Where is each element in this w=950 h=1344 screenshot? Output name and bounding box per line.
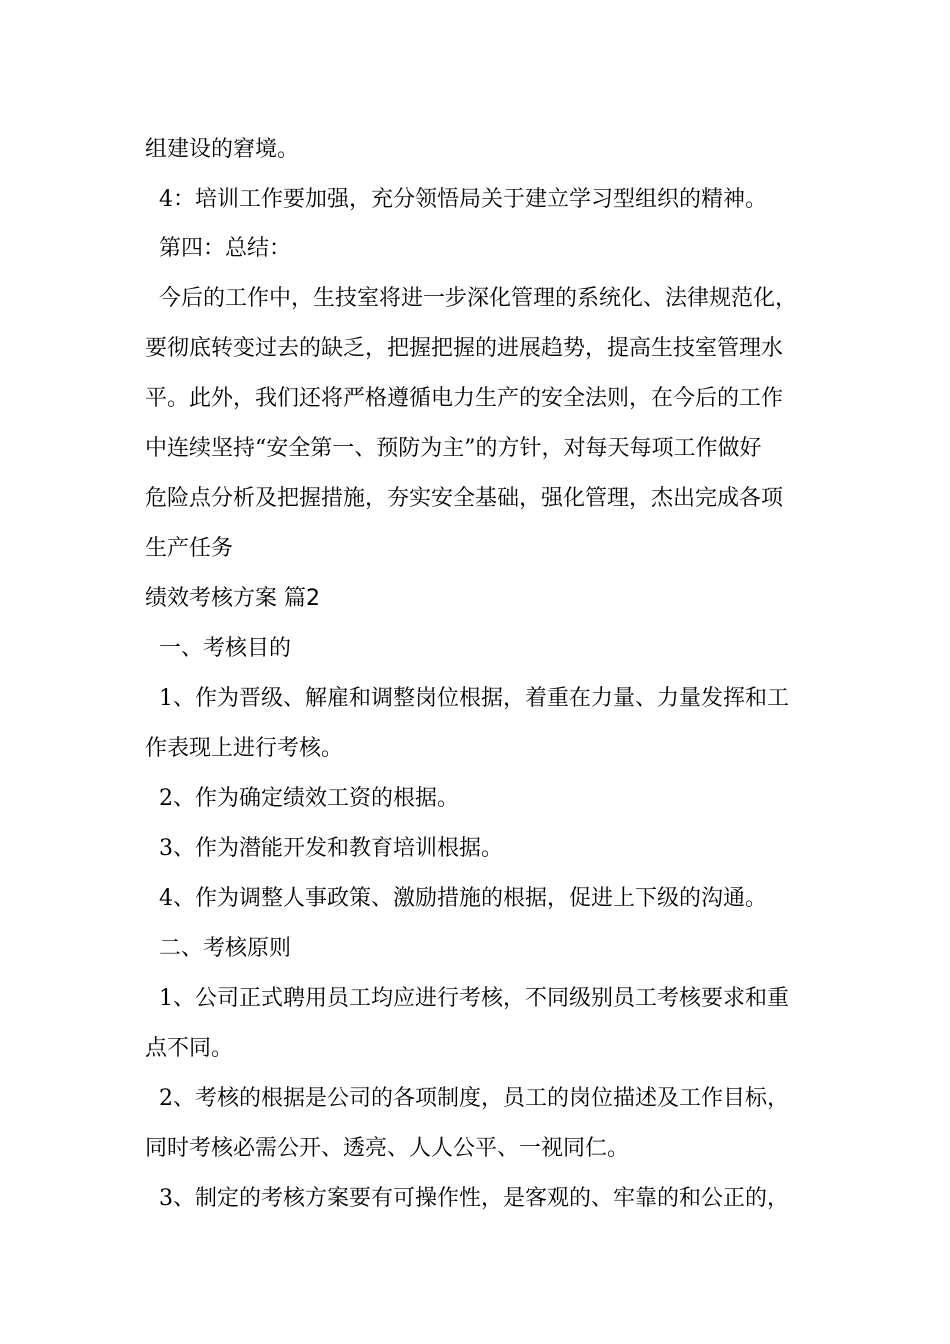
text-line: 第四：总结：	[145, 236, 291, 261]
text-line: 点不同。	[145, 1036, 234, 1061]
text-line: 组建设的窘境。	[145, 137, 300, 162]
text-line: 2、考核的根据是公司的各项制度，员工的岗位描述及工作目标，	[145, 1086, 789, 1111]
text-line: 3、制定的考核方案要有可操作性，是客观的、牢靠的和公正的，	[145, 1186, 789, 1211]
text-line: 4：培训工作要加强，充分领悟局关于建立学习型组织的精神。	[145, 187, 767, 212]
text-line: 2、作为确定绩效工资的根据。	[145, 786, 459, 811]
text-line: 3、作为潜能开发和教育培训根据。	[145, 836, 503, 861]
text-line: 今后的工作中，生技室将进一步深化管理的系统化、法律规范化，	[145, 286, 797, 311]
text-line: 生产任务	[145, 536, 234, 561]
text-line: 要彻底转变过去的缺乏，把握把握的进展趋势，提高生技室管理水	[145, 336, 784, 361]
text-line: 1、公司正式聘用员工均应进行考核，不同级别员工考核要求和重	[145, 986, 789, 1011]
text-line: 一、考核目的	[145, 636, 291, 661]
text-line: 二、考核原则	[145, 936, 291, 961]
text-line: 作表现上进行考核。	[145, 736, 344, 761]
text-line: 1、作为晋级、解雇和调整岗位根据，着重在力量、力量发挥和工	[145, 686, 789, 711]
text-line: 危险点分析及把握措施，夯实安全基础，强化管理，杰出完成各项	[145, 486, 784, 511]
section-heading: 绩效考核方案 篇2	[145, 586, 320, 611]
text-line: 平。此外，我们还将严格遵循电力生产的安全法则，在今后的工作	[145, 386, 784, 411]
text-line: 4、作为调整人事政策、激励措施的根据，促进上下级的沟通。	[145, 886, 767, 911]
text-line: 同时考核必需公开、透亮、人人公平、一视同仁。	[145, 1136, 630, 1161]
text-line: 中连续坚持“安全第一、预防为主”的方针，对每天每项工作做好	[145, 436, 762, 461]
